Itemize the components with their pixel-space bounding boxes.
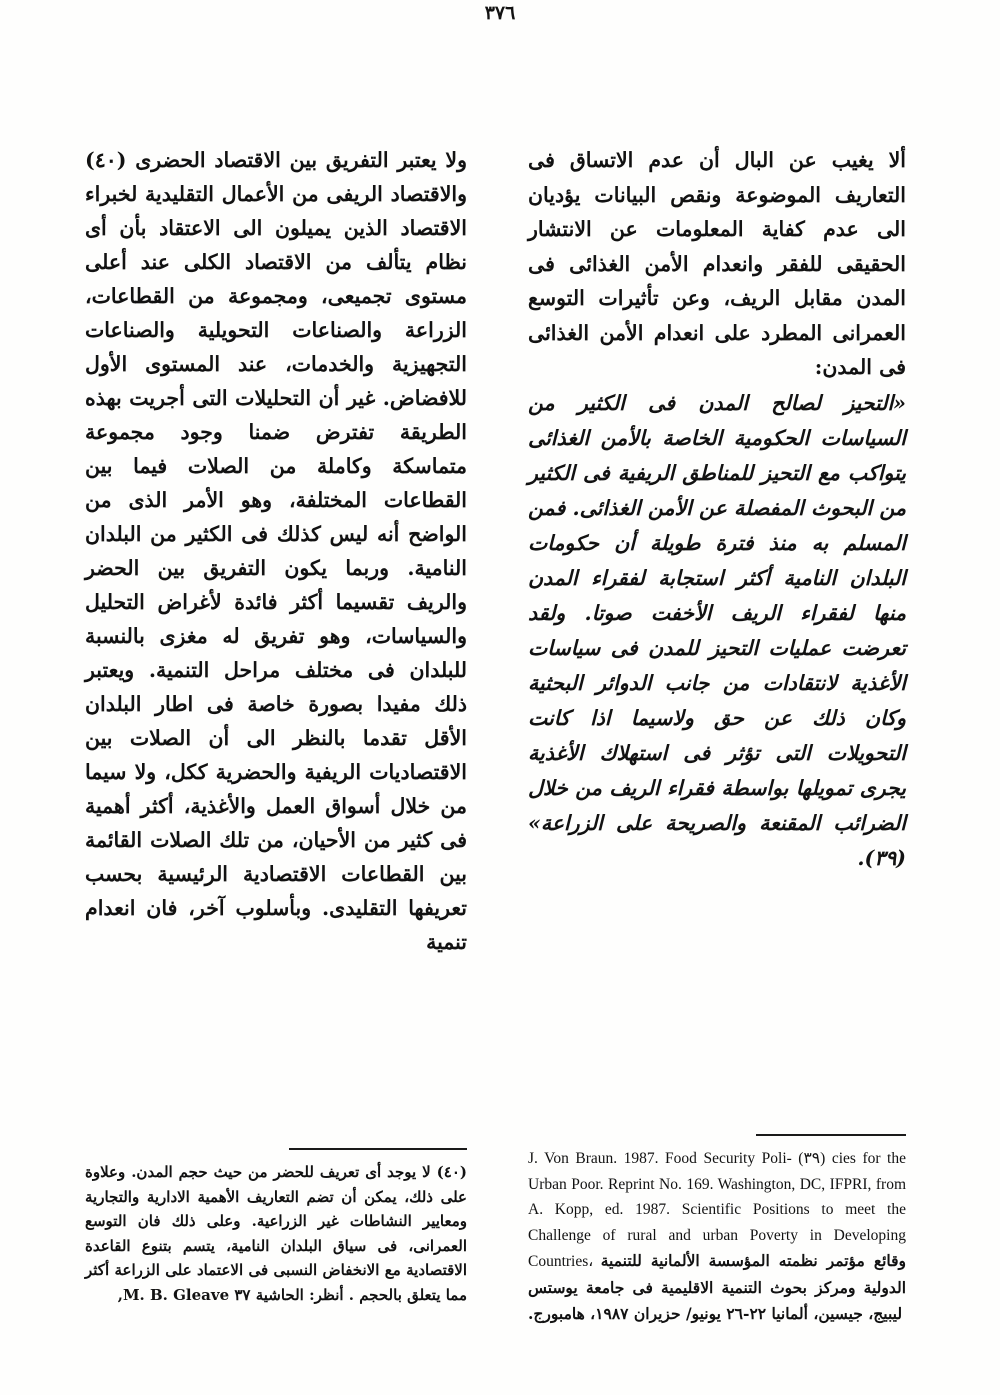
right-column-block-quote: «التحيز لصالح المدن فى الكثير من السياسات الحكومية الخاصة بالأمن الغذائى يتواكب مع التحيز للمناطق الريفية فى الكثير من البحوث المفصلة عن الأمن الغذائى. فمن المسلم به منذ فترة طويلة أن حكومات البلدان النامية أكثر استجابة لفقراء المدن منها لفقراء الريف الأخفت صوتا. ولقد تعرضت عمليات التحيز للمدن فى سياسات الأغذية لانتقادات من جانب الدوائر البحثية وكان ذلك عن حق ولاسيما اذا كانت التحويلات التى تؤثر فى استهلاك الأغذية يجرى تمويلها بواسطة فقراء الريف من خلال الضرائب المقنعة والصريحة على الزراعة» (٣٩).	[528, 390, 906, 870]
footnote-39-citation-arabic: وقائع مؤتمر نظمته المؤسسة الألمانية للتنمية الدولية ومركز بحوث التنمية الاقليمية فى جامعة يوستس ليبيج، جيسين، ألمانيا ٢٢-٢٦ يونيو/ حزيران ١٩٨٧، هامبورج.	[528, 1251, 906, 1323]
right-column	[528, 143, 906, 876]
right-column-intro-paragraph: ألا يغيب عن البال أن عدم الاتساق فى التعاريف الموضوعة ونقص البيانات يؤديان الى عدم كفاية المعلومات عن الانتشار الحقيقى للفقر وانعدام الأمن الغذائى فى المدن مقابل الريف، وعن تأثيرات التوسع العمرانى المطرد على انعدام الأمن الغذائى فى المدن:	[528, 148, 906, 379]
footnote-separator-line	[289, 1148, 467, 1150]
footnote-40-text: (٤٠) لا يوجد أى تعريف للحضر من حيث حجم المدن. وعلاوة على ذلك، يمكن أن تضم التعاريف الأهمية الادارية والتجارية ومعايير النشاطات غير الزراعية. وعلى ذلك فان التوسع العمرانى، فى سياق البلدان النامية، يتسم بتنوع القاعدة الاقتصادية مع الانخفاض النسبى فى الاعتماد على الزراعة أكثر مما يتعلق بالحجم . أنظر: الحاشية ٣٧ M. B. Gleave,	[85, 1163, 467, 1304]
footnote-separator-line	[756, 1134, 906, 1136]
footnote-block-39	[528, 1134, 906, 1328]
footnote-39-text	[528, 1146, 906, 1328]
footnote-block-40	[85, 1148, 467, 1307]
left-column-paragraph: ولا يعتبر التفريق بين الاقتصاد الحضرى (٤٠) والاقتصاد الريفى من الأعمال التقليدية لخبراء الاقتصاد الذين يميلون الى الاعتقاد بأن أى نظام يتألف من الاقتصاد الكلى عند أعلى مستوى تجميعى، ومجموعة من القطاعات، الزراعة والصناعات التحويلية والصناعات التجهيزية والخدمات، عند المستوى الأول للافضاض. غير أن التحليلات التى أجريت بهذه الطريقة تفترض ضمنا وجود مجموعة متماسكة وكاملة من الصلات فيما بين القطاعات المختلفة، وهو الأمر الذى من الواضح أنه ليس كذلك فى الكثير من البلدان النامية. وربما يكون التفريق بين الحضر والريف تقسيما أكثر فائدة لأغراض التحليل والسياسات، وهو تفريق له مغزى بالنسبة للبلدان فى مختلف مراحل التنمية. ويعتبر ذلك مفيدا بصورة خاصة فى اطار البلدان الأقل تقدما بالنظر الى أن الصلات بين الاقتصاديات الريفية والحضرية ككل، ولا سيما من خلال أسواق العمل والأغذية، أكثر أهمية فى كثير من الأحيان، من تلك الصلات القائمة بين القطاعات الاقتصادية الرئيسية بحسب تعريفها التقليدى. وبأسلوب آخر، فان انعدام تنمية	[85, 148, 467, 954]
footnote-39-citation-english: J. Von Braun. 1987. Food Security Poli- (٣٩) cies for the Urban Poor. Reprint No. 169. Washington, DC, IFPRI, from A. Kopp, ed. 1987. Scientific Positions to meet the Challenge of rural and urban Poverty in Developing Countries،	[528, 1150, 906, 1270]
page-number: ٣٧٦	[484, 2, 516, 24]
